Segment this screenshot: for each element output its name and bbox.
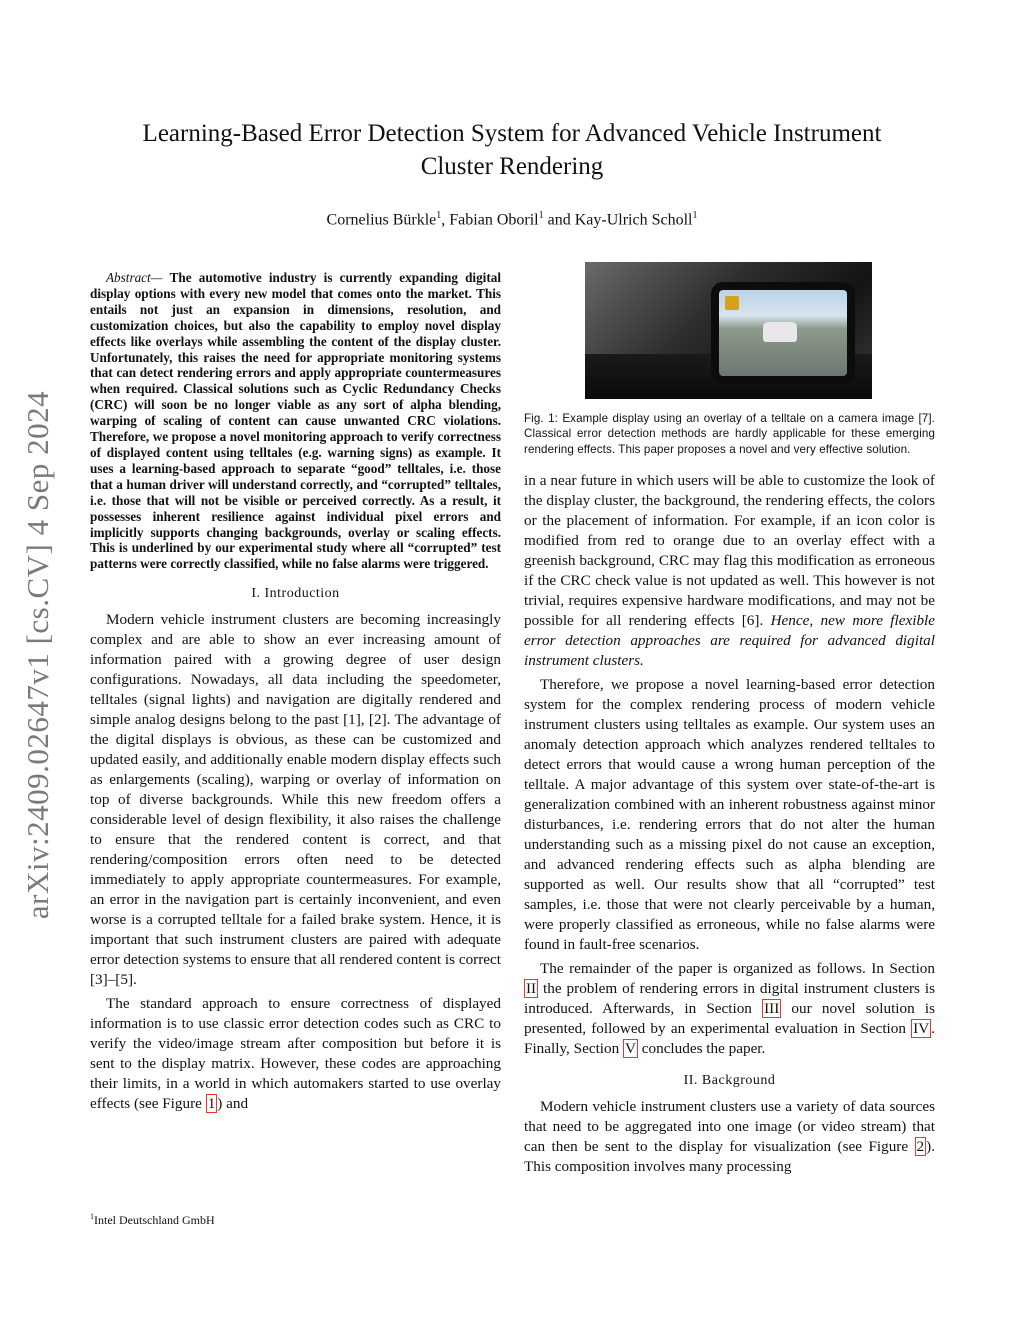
footnote-text: Intel Deutschland GmbH [94, 1213, 215, 1227]
author-1: Cornelius Bürkle [326, 211, 437, 229]
section-2-link[interactable]: II [526, 980, 537, 998]
section-3-link[interactable]: III [764, 1000, 780, 1018]
car-icon [763, 322, 797, 342]
affiliation-mark: 1 [692, 210, 698, 221]
organization-paragraph: The remainder of the paper is organized as follows. In Section II the problem of rendering errors in digital instrument clusters is introduced. Afterwards, in Section III our novel solution is presented, followed by an experimental evaluation in Section IV . Finally, Section V concludes the paper. [524, 960, 936, 1058]
section-4-link[interactable]: IV [913, 1020, 930, 1038]
introduction-body [90, 610, 501, 1114]
figure-1-caption: Fig. 1: Example display using an overlay of a telltale on a camera image [7]. Classical error detection methods are hardly applicable for these emerging rendering effects. This paper proposes a novel and very effective solution. [524, 412, 935, 456]
telltale-icon [725, 296, 739, 310]
abstract: Abstract— The automotive industry is currently expanding digital display options with every new model that comes onto the market. This entails not just an expansion in dimensions, resolution, and customization choices, but also the capability to employ novel display effects like overlays while assembling the content of the display cluster. Unfortunately, this raises the need for appropriate monitoring systems that can detect rendering errors and apply appropriate countermeasures when required. Classical solutions such as Cyclic Redundancy Checks (CRC) will soon be no longer viable as any sort of alpha blending, warping of scaling of content can cause unwanted CRC violations. Therefore, we propose a novel monitoring approach to verify correctness of displayed content using telltales (e.g. warning signs) as example. It uses a learning-based approach to separate “good” telltales, i.e. those that a human driver will understand correctly, and “corrupted” telltales, i.e. those that will not be visible or perceived correctly. As a result, it possesses inherent resilience against individual pixel errors and implicitly supports changing backgrounds, overlay or scaling effects. This is underlined by our experimental study where all “corrupted” test patterns were correctly classified, while no false alarms were triggered. [90, 270, 501, 572]
emphasis-text: Hence, new more flexible error detection approaches are required for advanced digital instrument clusters. [524, 612, 935, 670]
figure-2-link[interactable]: 2 [916, 1138, 925, 1156]
left-column [90, 270, 501, 1114]
title-line-2: Cluster Rendering [420, 153, 604, 180]
arxiv-id-text: arXiv:2409.02647v1 [cs.CV] 4 Sep 2024 [20, 390, 56, 920]
paper-title [90, 117, 934, 183]
arxiv-identifier [18, 360, 58, 950]
abstract-text: The automotive industry is currently expanding digital display options with every new model that comes onto the market. This entails not just an expansion in dimensions, resolution, and customization choices, but also the capability to employ novel display effects like overlays while assembling the content of the display cluster. Unfortunately, this raises the need for appropriate monitoring systems that can detect rendering errors and apply appropriate countermeasures when required. Classical solutions such as Cyclic Redundancy Checks (CRC) will soon be no longer viable as any sort of alpha blending, warping of scaling of content can cause unwanted CRC violations. Therefore, we propose a novel monitoring approach to verify correctness of displayed content using telltales (e.g. warning signs) as example. It uses a learning-based approach to separate “good” telltales, i.e. those that a human driver will understand correctly, and “corrupted” telltales, i.e. those that will not be visible or perceived correctly. As a result, it possesses inherent resilience against individual pixel errors and implicitly supports changing backgrounds, overlay or scaling effects. This is underlined by our experimental study where all “corrupted” test patterns were correctly classified, while no false alarms were triggered. [90, 270, 501, 572]
figure-1-image [585, 262, 872, 399]
author-2: , Fabian Oboril [441, 211, 539, 229]
right-column-body [524, 471, 935, 1059]
background-paragraph-1: Modern vehicle instrument clusters use a variety of data sources that need to be aggregated into one image (or video stream) that can then be sent to the display for visualization (see Figure 2 ). This composition involves many processing [524, 1098, 935, 1176]
intro-paragraph-2: The standard approach to ensure correctness of displayed information is to use classic error detection codes such as CRC to verify the video/image stream after composition but before it is sent to the display matrix. However, these codes are approaching their limits, in a world in which automakers started to use overlay effects (see Figure 1 ) and [90, 995, 501, 1113]
continued-paragraph: in a near future in which users will be able to customize the look of the display cluster, the background, the rendering effects, the colors or the placement of information. For example, if an icon color is modified from red to orange due to an overlay effect with a greenish background, CRC may flag this modification as erroneous if the CRC check value is not updated as well. This however is not trivial, requires expensive hardware modifications, and may not be possible for all rendering effects [6]. Hence, new more flexible error detection approaches are required for advanced digital instrument clusters. [524, 472, 935, 670]
right-column [524, 262, 935, 1177]
section-5-link[interactable]: V [625, 1040, 636, 1058]
affiliation-mark: 1 [538, 210, 544, 221]
footnote [90, 1212, 215, 1228]
footnote-mark: 1 [90, 1212, 94, 1221]
section-heading-background: II. Background [683, 1073, 776, 1089]
authors [90, 210, 934, 229]
camera-view [719, 290, 847, 376]
figure-1-link[interactable]: 1 [207, 1095, 216, 1113]
background-body [524, 1097, 935, 1177]
intro-paragraph-1: Modern vehicle instrument clusters are becoming increasingly complex and are able to show an ever increasing amount of information paired with a growing degree of user design configurations. Nowadays, all data including the speedometer, telltales (signal lights) and navigation are digitally rendered and simple analog designs belong to the past [1], [2]. The advantage of the digital displays is obvious, as these can be customized and updated easily, and additionally enable modern display effects such as enlargements (scaling), warping or overlay of information on top of diverse backgrounds. While this new freedom offers a considerable level of design flexibility, it also raises the challenge to ensure that the rendered content is correct, and that rendering/composition errors often need to be detected immediately to apply appropriate countermeasures. For example, an error in the navigation part is certainly inconvenient, and even worse is a corrupted telltale for a failed brake system. Hence, it is important that such instrument clusters are paired with adequate error detection systems to ensure that all rendered content is correct [3]–[5]. [90, 611, 501, 989]
abstract-label: Abstract [106, 270, 151, 285]
proposal-paragraph: Therefore, we propose a novel learning-based error detection system for the complex rendering process of modern vehicle instrument clusters using telltales as example. Our system uses an anomaly detection approach which analyzes rendered telltales to detect errors that would cause a wrong human perception of the telltale. A major advantage of this system over state-of-the-art is generalization combined with an inherent robustness against minor disturbances, i.e. rendering errors that do not alter the human understanding such as a missing pixel do not cause an exception, and advanced rendering effects such as alpha blending are supported as well. Our results show that all “corrupted” test samples, i.e. those that were not clearly perceivable by a human, were properly classified as erroneous, while no false alarms were found in fault-free scenarios. [524, 676, 935, 954]
author-3: and Kay-Ulrich Scholl [543, 211, 693, 229]
title-line-1: Learning-Based Error Detection System for Advanced Vehicle Instrument [142, 120, 882, 147]
display-screen [711, 282, 855, 384]
section-heading-introduction: I. Introduction [251, 586, 340, 602]
affiliation-mark: 1 [436, 210, 442, 221]
